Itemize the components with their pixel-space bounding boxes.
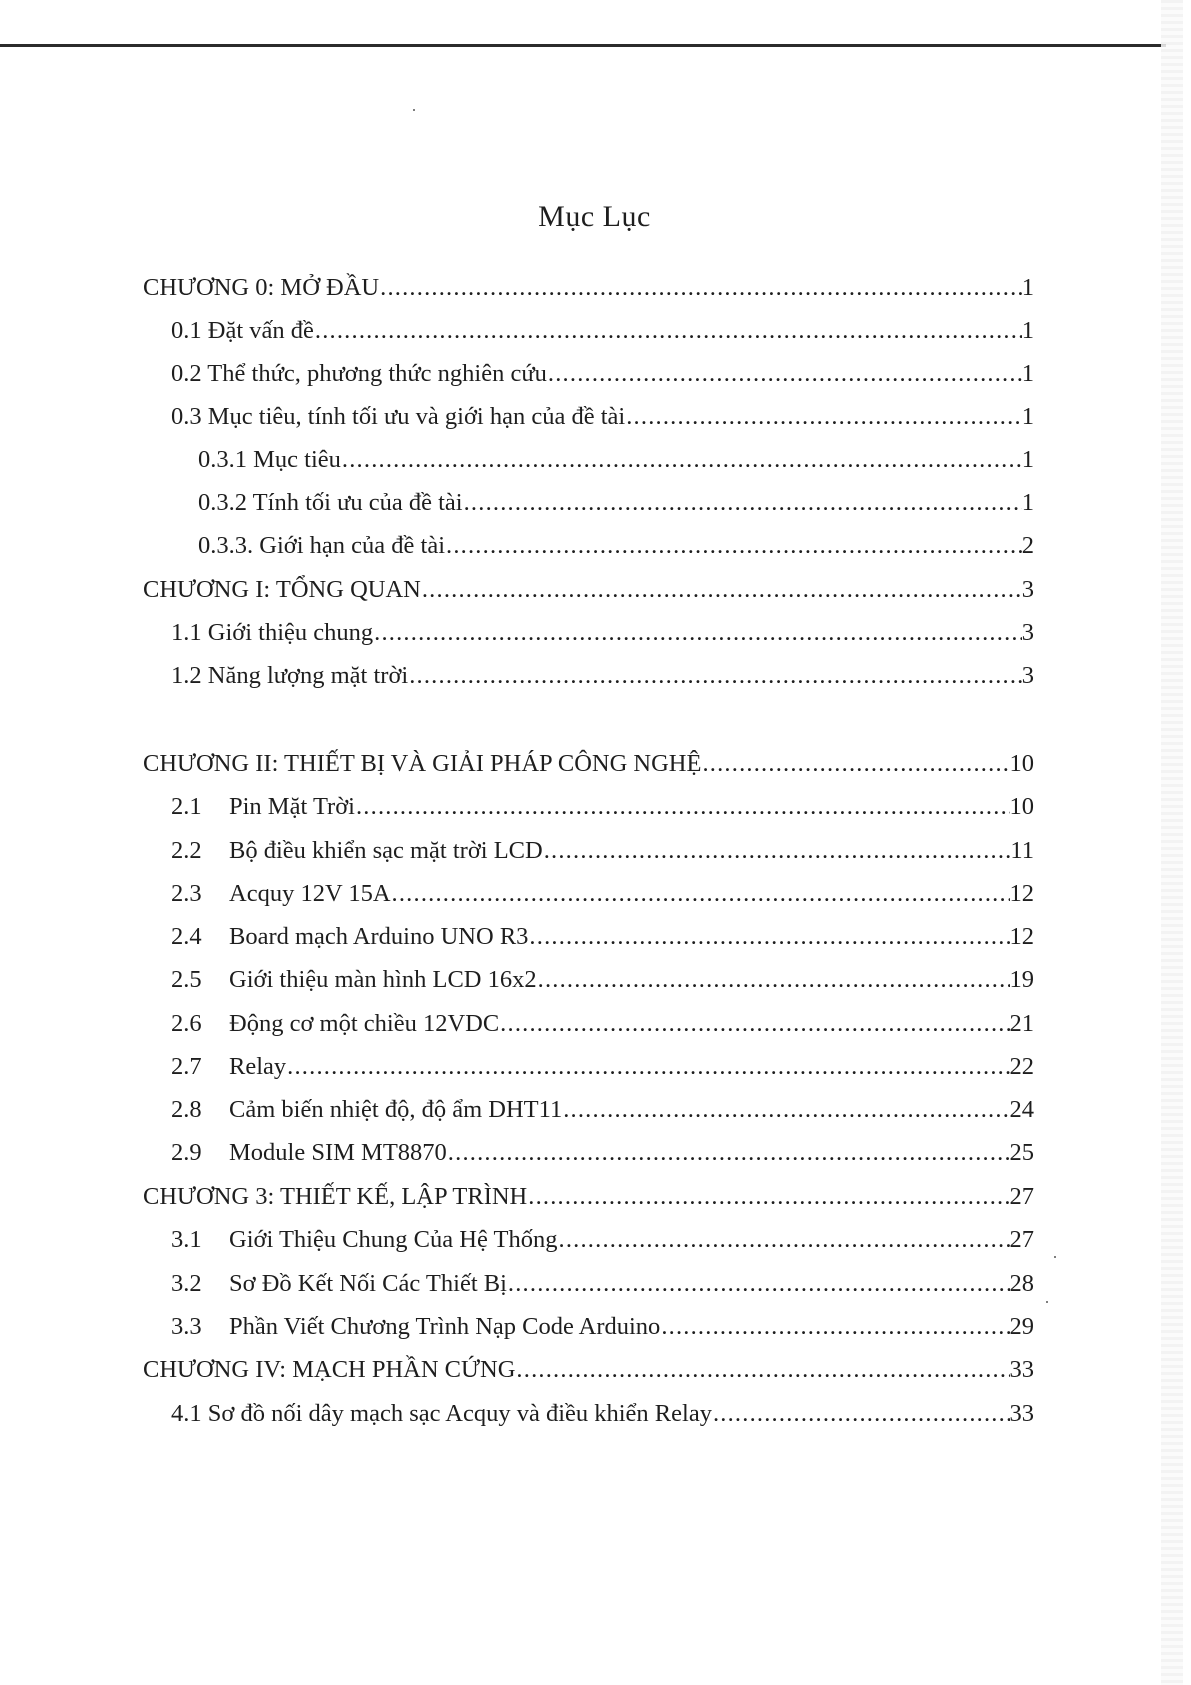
toc-dot-leader [355,791,1010,823]
toc-entry-title: Sơ Đồ Kết Nối Các Thiết Bị [229,1270,507,1297]
toc-entry-title: Bộ điều khiển sạc mặt trời LCD [229,837,543,864]
toc-entry-label [171,660,408,692]
toc-entry-page: 1 [1021,360,1034,387]
toc-entry-label [171,964,537,996]
toc-entry[interactable] [171,617,1034,649]
toc-entry-label [171,921,528,953]
toc-entry-page: 3 [1021,662,1034,689]
toc-entry[interactable] [171,1051,1034,1083]
toc-entry[interactable] [143,574,1034,606]
toc-entry-page: 27 [1009,1226,1034,1253]
toc-entry-title: Pin Mặt Trời [229,793,355,820]
toc-dot-leader [341,444,1022,476]
toc-entry-page: 33 [1009,1356,1034,1383]
toc-entry-number: 3.1 [171,1226,202,1253]
toc-entry-page: 29 [1009,1313,1034,1340]
toc-entry-page: 12 [1009,923,1034,950]
toc-entry[interactable] [171,878,1034,910]
toc-entry-title: CHƯƠNG II: THIẾT BỊ VÀ GIẢI PHÁP CÔNG NGHỆ [143,750,702,777]
toc-entry-page: 33 [1009,1400,1034,1427]
toc-entry-title: 1.1 Giới thiệu chung [171,619,374,646]
toc-entry-label [171,401,625,433]
toc-entry[interactable] [198,444,1034,476]
toc-entry[interactable] [143,1354,1034,1386]
toc-entry-title: 0.1 Đặt vấn đề [171,317,314,344]
toc-entry-title: Module SIM MT8870 [229,1139,447,1166]
toc-entry-label [143,748,701,780]
toc-entry-number: 2.9 [171,1139,202,1166]
toc-entry-label [171,835,543,867]
toc-entry-label [171,1398,712,1430]
toc-dot-leader [537,964,1010,996]
toc-entry-label [143,1354,515,1386]
toc-dot-leader [547,358,1022,390]
toc-entry-title: CHƯƠNG IV: MẠCH PHẦN CỨNG [143,1356,516,1383]
toc-entry[interactable] [171,964,1034,996]
toc-entry-title: Acquy 12V 15A [229,880,391,907]
toc-entry-page: 1 [1021,274,1034,301]
toc-entry-page: 1 [1021,403,1034,430]
toc-entry-label [171,878,391,910]
toc-dot-leader [507,1268,1010,1300]
toc-dot-leader [527,1181,1009,1213]
toc-entry-page: 3 [1021,619,1034,646]
toc-entry-title: 0.2 Thể thức, phương thức nghiên cứu [171,360,547,387]
toc-entry-page: 1 [1021,317,1034,344]
toc-entry-label [171,1094,562,1126]
toc-entry-page: 22 [1009,1053,1034,1080]
toc-entry-page: 25 [1009,1139,1034,1166]
toc-entry-title: 1.2 Năng lượng mặt trời [171,662,409,689]
toc-entry-label [171,1268,507,1300]
toc-entry-page: 21 [1009,1010,1034,1037]
toc-entry-title: CHƯƠNG 3: THIẾT KẾ, LẬP TRÌNH [143,1183,528,1210]
toc-entry-title: 0.3 Mục tiêu, tính tối ưu và giới hạn của đề tài [171,403,626,430]
toc-dot-leader [391,878,1010,910]
toc-entry[interactable] [171,358,1034,390]
toc-dot-leader [379,272,1022,304]
toc-dot-leader [558,1224,1010,1256]
toc-dot-leader [543,835,1011,867]
toc-entry-title: Giới thiệu màn hình LCD 16x2 [229,966,537,993]
toc-entry-label [171,1311,660,1343]
toc-entry-title: CHƯƠNG I: TỔNG QUAN [143,576,421,603]
toc-dot-leader [421,574,1022,606]
toc-entry[interactable] [171,1311,1034,1343]
toc-entry-page: 3 [1021,576,1034,603]
toc-entry-page: 27 [1009,1183,1034,1210]
toc-entry-title: 0.3.1 Mục tiêu [198,446,341,473]
toc-entry[interactable] [171,1094,1034,1126]
toc-entry[interactable] [171,660,1034,692]
toc-entry-label [171,1051,286,1083]
toc-entry-title: Relay [229,1053,287,1080]
toc-entry-page: 19 [1009,966,1034,993]
toc-entry-label [198,530,445,562]
toc-entry-label [171,315,314,347]
toc-entry[interactable] [171,1008,1034,1040]
toc-dot-leader [625,401,1022,433]
toc-entry-label [171,1008,499,1040]
toc-dot-leader [373,617,1022,649]
toc-entry-title: Phần Viết Chương Trình Nạp Code Arduino [229,1313,661,1340]
toc-entry-number: 2.3 [171,880,202,907]
toc-dot-leader [286,1051,1009,1083]
toc-entry-number: 2.2 [171,837,202,864]
toc-entry[interactable] [198,487,1034,519]
toc-entry-label [171,358,547,390]
toc-dot-leader [463,487,1022,519]
toc-entry-page: 11 [1010,837,1034,864]
toc-entry-label [171,1137,447,1169]
toc-entry-page: 2 [1021,532,1034,559]
toc-entry[interactable] [143,748,1034,780]
toc-entry-page: 1 [1021,446,1034,473]
page-title-text: Mục Lục [538,200,651,233]
toc-entry[interactable] [171,1137,1034,1169]
toc-entry[interactable] [171,791,1034,823]
toc-dot-leader [447,1137,1010,1169]
toc-entry-page: 10 [1009,750,1034,777]
toc-entry-label [143,574,421,606]
toc-dot-leader [499,1008,1009,1040]
toc-entry-page: 24 [1009,1096,1034,1123]
toc-entry-number: 2.6 [171,1010,202,1037]
toc-entry-label [198,444,341,476]
toc-entry-label [171,1224,558,1256]
toc-entry-title: 4.1 Sơ đồ nối dây mạch sạc Acquy và điều khiển Relay [171,1400,712,1427]
toc-entry-label [143,1181,527,1213]
toc-entry-label [198,487,463,519]
toc-dot-leader [701,748,1009,780]
toc-entry[interactable] [171,921,1034,953]
toc-dot-leader [660,1311,1009,1343]
toc-entry-title: Board mạch Arduino UNO R3 [229,923,529,950]
toc-entry-title: 0.3.3. Giới hạn của đề tài [198,532,445,559]
toc-entry[interactable] [198,530,1034,562]
toc-entry-number: 2.8 [171,1096,202,1123]
toc-entry[interactable] [171,835,1034,867]
toc-entry[interactable] [171,315,1034,347]
toc-entry-number: 2.7 [171,1053,202,1080]
toc-dot-leader [528,921,1009,953]
toc-entry-number: 2.1 [171,793,202,820]
toc-entry-number: 3.2 [171,1270,202,1297]
toc-entry-page: 12 [1009,880,1034,907]
toc-entry-label [171,791,355,823]
toc-dot-leader [515,1354,1009,1386]
toc-entry-title: 0.3.2 Tính tối ưu của đề tài [198,489,463,516]
toc-entry-number: 2.4 [171,923,202,950]
toc-entry[interactable] [171,1224,1034,1256]
toc-entry-label [143,272,379,304]
toc-entry[interactable] [171,401,1034,433]
toc-entry-number: 2.5 [171,966,202,993]
toc-entry[interactable] [171,1268,1034,1300]
toc-entry[interactable] [143,272,1034,304]
toc-dot-leader [562,1094,1009,1126]
toc-entry-title: Cảm biến nhiệt độ, độ ẩm DHT11 [229,1096,563,1123]
toc-entry[interactable] [143,1181,1034,1213]
toc-entry-page: 10 [1009,793,1034,820]
toc-dot-leader [314,315,1022,347]
toc-entry[interactable] [171,1398,1034,1430]
toc-entry-title: CHƯƠNG 0: MỞ ĐẦU [143,274,380,301]
toc-dot-leader [408,660,1022,692]
toc-entry-page: 28 [1009,1270,1034,1297]
toc-entry-title: Giới Thiệu Chung Của Hệ Thống [229,1226,558,1253]
toc-entry-title: Động cơ một chiều 12VDC [229,1010,500,1037]
toc-entry-label [171,617,373,649]
toc-dot-leader [712,1398,1010,1430]
toc-entry-page: 1 [1021,489,1034,516]
toc-dot-leader [445,530,1022,562]
toc-entry-number: 3.3 [171,1313,202,1340]
